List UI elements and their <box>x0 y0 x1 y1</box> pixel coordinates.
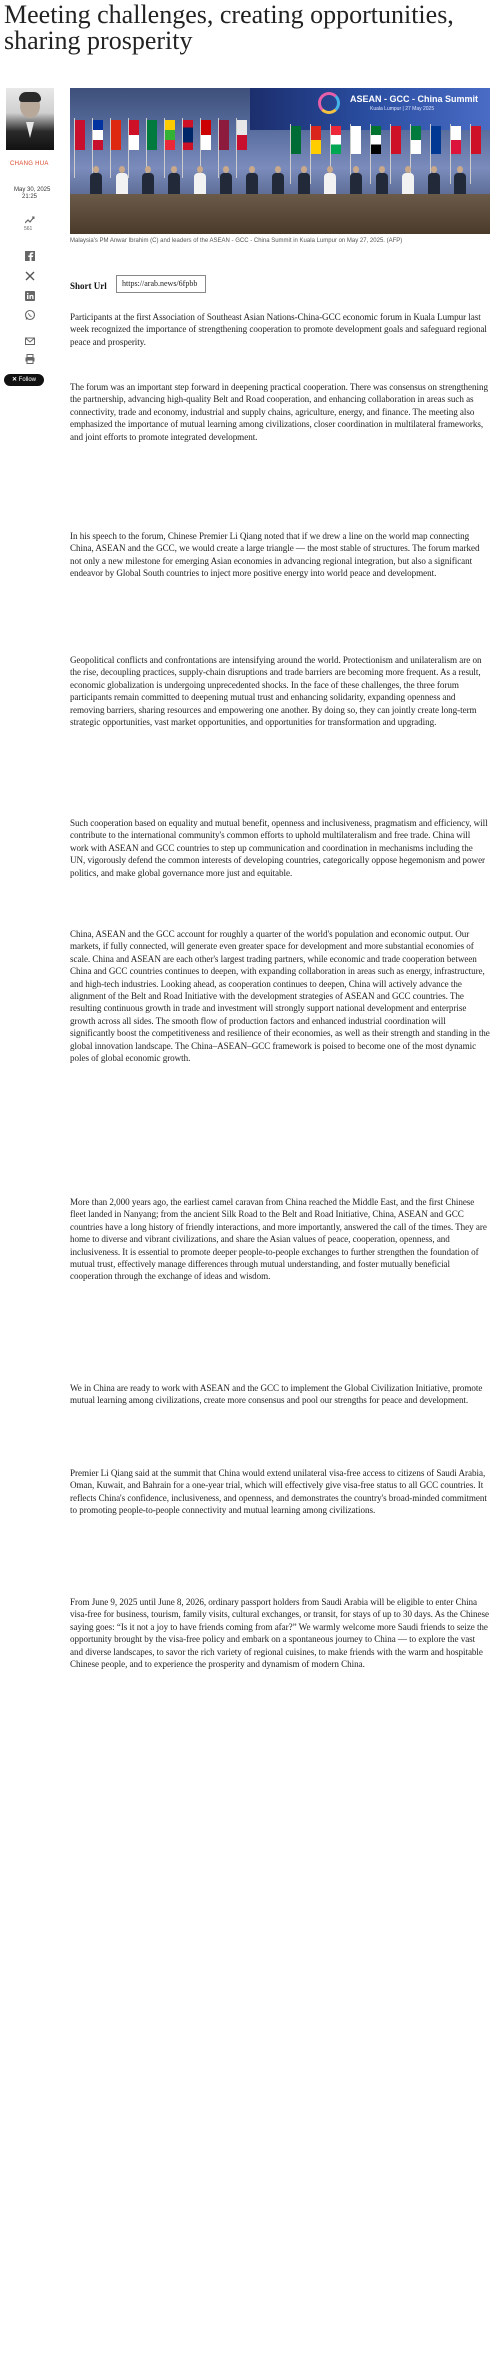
hero-photo <box>70 88 490 234</box>
short-url-field[interactable]: https://arab.news/6fpbb <box>116 275 206 293</box>
summit-screen-title: ASEAN - GCC - China Summit <box>350 94 479 104</box>
x-logo-icon: ✕ <box>11 377 17 383</box>
flag-icon <box>182 118 192 152</box>
article-paragraph: Participants at the first Association of Southeast Asian Nations-China-GCC economic forum in Kuala Lumpur last week recognized the importance of strengthening cooperation to promote development goals and safeguard regional peace and prosperity. <box>70 312 487 347</box>
trending-icon <box>25 216 35 224</box>
follow-x-button[interactable] <box>4 374 44 386</box>
print-icon[interactable] <box>24 353 36 365</box>
article-paragraph: From June 9, 2025 until June 8, 2026, ordinary passport holders from Saudi Arabia will be eligible to enter China visa-free for business, tourism, family visits, cultural exchanges, or transit, for stays of up to 30 days. As the Chinese saying goes: “Is it not a joy to have friends coming from afar?” We warmly welcome more Saudi friends to seize the opportunity brought by the visa-free policy and embark on a spontaneous journey to China — to explore the vast and diverse landscapes, to savor the rich variety of regional cuisines, to make friends with the warm and hospitable Chinese people, and to experience the prosperity and dynamism of modern China. <box>70 1597 489 1670</box>
conference-table <box>70 194 490 234</box>
summit-screen-date: Kuala Lumpur | 27 May 2025 <box>370 106 435 112</box>
view-count: 561 <box>24 226 33 232</box>
flag-icon <box>164 118 174 152</box>
photo-caption: Malaysia's PM Anwar Ibrahim (C) and leaders of the ASEAN - GCC - China Summit in Kuala Lumpur on May 27, 2025. (AFP) <box>70 238 403 244</box>
article-headline: Meeting challenges, creating opportunities, sharing prosperity <box>4 0 454 55</box>
flag-icon <box>410 124 420 158</box>
article-paragraph: Premier Li Qiang said at the summit that China would extend unilateral visa-free access to citizens of Saudi Arabia, Oman, Kuwait, and Bahrain for a one-year trial, which will effectively give visa-free status to all GCC countries. It reflects China's confidence, inclusiveness, and openness, and demonstrates the country's broad-minded commitment to promoting people-to-people connectivity and mutual learning among civilizations. <box>70 1468 487 1516</box>
article-paragraph: Geopolitical conflicts and confrontations are intensifying around the world. Protectionism and unilateralism are on the rise, decoupling practices, supply-chain disruptions and trade barriers are becoming more frequent. As a result, economic globalization is undergoing unprecedented shocks. In the face of these challenges, the three forum participants remain committed to deepening mutual trust and enhancing solidarity, expanding openness and removing barriers, sharing resources and empowering one another. By doing so, they can jointly create long-term strategic opportunities, vast market opportunities, and opportunities for transformation and upgrading. <box>70 655 482 728</box>
publish-time: 21:25 <box>22 194 38 200</box>
author-name-link[interactable]: CHANG HUA <box>10 161 49 167</box>
author-avatar[interactable] <box>6 88 54 150</box>
facebook-icon[interactable] <box>24 250 36 262</box>
article-paragraph: In his speech to the forum, Chinese Premier Li Qiang noted that if we drew a line on the world map connecting China, ASEAN and the GCC, we would create a large triangle — the most stable of structures. The forum marked not only a new milestone for emerging Asian economies in advancing regional integration, but also a significant endeavor by Global South countries to inject more positive energy into world peace and development. <box>70 531 480 579</box>
flag-icon <box>450 124 460 158</box>
flag-icon <box>370 124 380 158</box>
flag-icon <box>290 124 300 158</box>
short-url-label: Short Url <box>70 281 107 291</box>
flag-icon <box>430 124 440 158</box>
flag-icon <box>110 118 120 152</box>
whatsapp-icon[interactable] <box>24 309 36 321</box>
summit-logo-icon <box>318 92 340 114</box>
article-paragraph: More than 2,000 years ago, the earliest camel caravan from China reached the Middle East, and the first Chinese fleet landed in Nanyang; from the ancient Silk Road to the Belt and Road Initiative, China, ASEAN and GCC countries have a long history of friendly interactions, and more importantly, answered the call of the times. They are home to diverse and vibrant civilizations, and share the Asian values of peace, cooperation, openness, and inclusiveness. It is essential to promote deeper people-to-people exchanges to further strengthen the foundation of mutual trust, effectively manage differences through mutual understanding, and foster mutually beneficial cooperation through the exchange of ideas and wisdom. <box>70 1197 487 1282</box>
flag-icon <box>218 118 228 152</box>
flag-icon <box>92 118 102 152</box>
follow-label: Follow <box>18 377 37 383</box>
flag-icon <box>236 118 246 152</box>
article-paragraph: We in China are ready to work with ASEAN and the GCC to implement the Global Civilization Initiative, promote mutual learning among civilizations, create more consensus and pool our strengths for peace and development. <box>70 1383 483 1406</box>
flag-icon <box>310 124 320 158</box>
flag-icon <box>128 118 138 152</box>
email-icon[interactable] <box>24 335 36 347</box>
article-paragraph: The forum was an important step forward in deepening practical cooperation. There was consensus on strengthening the partnership, advancing high-quality Belt and Road cooperation, and enhancing collaboration in areas such as connectivity, trade and economy, industrial and supply chains, agriculture, energy, and finance. The meeting also emphasized the importance of mutual learning among civilizations, closer coordination in multilateral frameworks, and joint efforts to promote integrated development. <box>70 382 488 442</box>
flag-icon <box>330 124 340 158</box>
flag-icon <box>200 118 210 152</box>
flag-icon <box>390 124 400 158</box>
linkedin-icon[interactable] <box>24 290 36 302</box>
article-paragraph: Such cooperation based on equality and mutual benefit, openness and inclusiveness, pragmatism and efficiency, will contribute to the international community's common efforts to uphold multilateralism and free trade. China will work with ASEAN and GCC countries to step up communication and coordination in mechanisms including the UN, vigorously defend the common interests of developing countries, categorically oppose hegemonism and power politics, and make global governance more just and equitable. <box>70 818 488 878</box>
x-icon[interactable] <box>24 270 36 282</box>
flag-icon <box>470 124 480 158</box>
article-paragraph: China, ASEAN and the GCC account for roughly a quarter of the world's population and economic output. Our markets, if fully connected, will generate even greater space for development and more substantial economies of scale. China and ASEAN are each other's largest trading partners, while economic and trade cooperation between China and GCC countries continues to deepen, with expanding collaboration in areas such as energy, infrastructure, and high-tech industries. Looking ahead, as cooperation continues to deepen, China will actively advance the alignment of the Belt and Road Initiative with the development strategies of ASEAN and GCC countries. The resulting continuous growth in trade and investment will strongly support national development and enterprise growth across all sides. The smooth flow of production factors and enhanced industrial coordination will significantly boost the competitiveness and resilience of their economies, as well as their strength and standing in the global innovation landscape. The China–ASEAN–GCC framework is poised to become one of the most dynamic poles of global economic growth. <box>70 929 490 1064</box>
flag-icon <box>350 124 360 158</box>
publish-date: May 30, 2025 <box>14 187 51 193</box>
flag-icon <box>146 118 156 152</box>
flag-icon <box>74 118 84 152</box>
